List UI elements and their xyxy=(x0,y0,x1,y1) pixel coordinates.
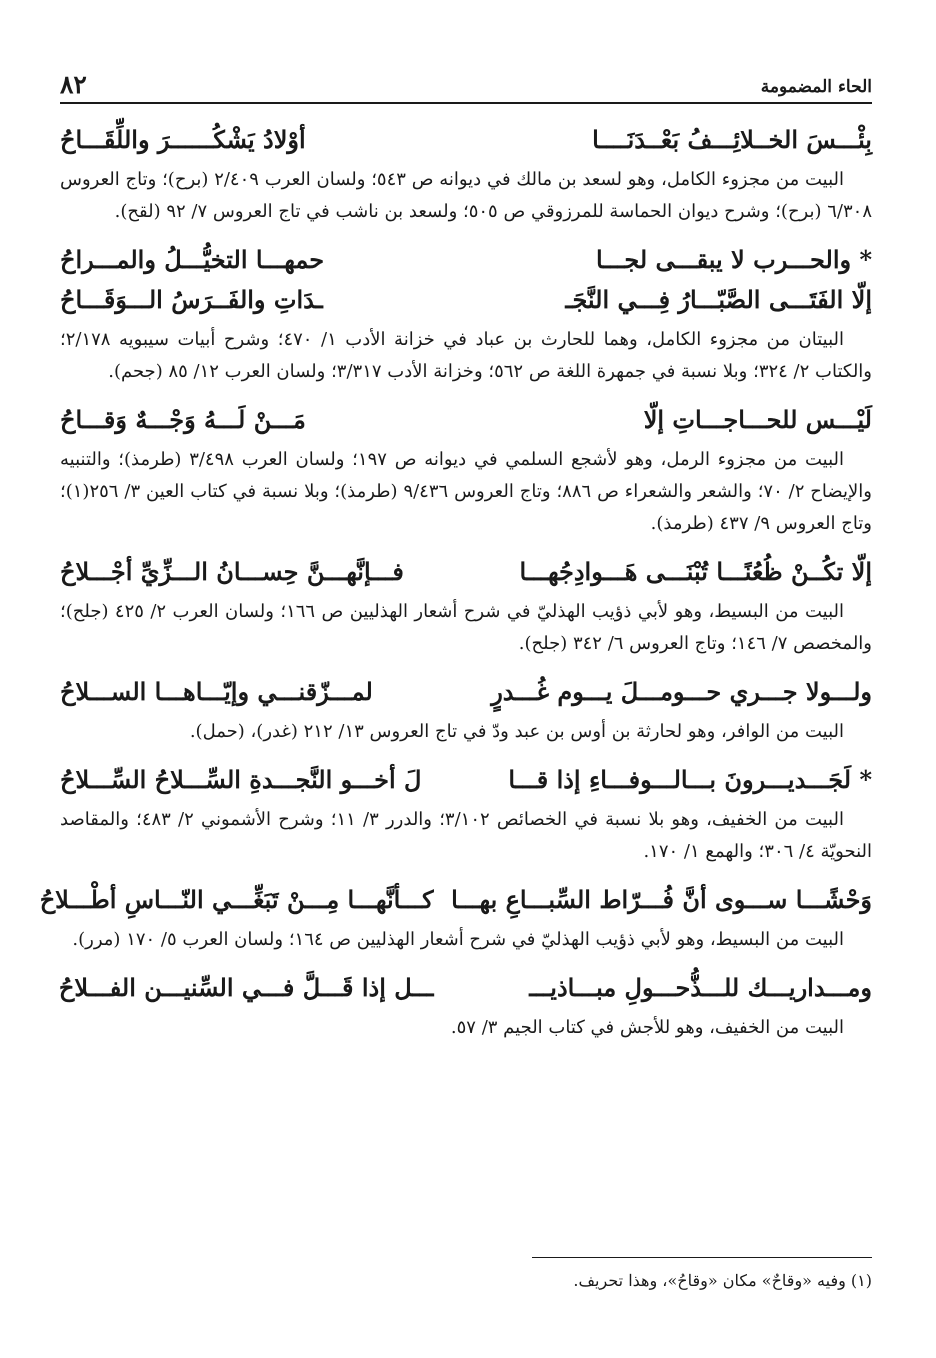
verse-line xyxy=(60,282,872,322)
source-note xyxy=(60,924,872,956)
running-head xyxy=(60,70,872,104)
source-text: البيت من الوافر، وهو لحارثة بن أوس بن عبد ودّ في تاج العروس ١٣/ ٢١٢ (غدر)، (حمل). xyxy=(189,721,844,742)
entry-6 xyxy=(60,762,872,868)
verse-line xyxy=(60,402,872,442)
source-note xyxy=(60,444,872,540)
source-note xyxy=(60,596,872,660)
first-hemistich: ولـــولا جـــري حـــومـــلَ يـــوم غُـــدرٍ xyxy=(491,677,872,706)
verse-line xyxy=(60,554,872,594)
source-text: البيت من مجزوء الكامل، وهو لسعد بن مالك في ديوانه ص ٥٤٣؛ ولسان العرب ٢/٤٠٩ (برح)؛ وتاج العروس ٦/٣٠٨ (برح)؛ وشرح ديوان الحماسة للمرزوقي ص ٥٠٥؛ ولسعد بن ناشب في تاج العروس ٧/ ٩٢ (لقح). xyxy=(60,169,872,222)
entry-2 xyxy=(60,242,872,388)
source-note xyxy=(60,164,872,228)
verse-line xyxy=(60,970,872,1010)
entry-3 xyxy=(60,402,872,540)
second-hemistich: مَـــنْ لَـــهُ وَجْـــهٌ وَقـــاحُ xyxy=(60,405,306,434)
second-hemistich: ـــل إذا قَـــلَّ فـــي السِّنيـــن الفـــلاحُ xyxy=(58,973,434,1002)
second-hemistich: كـــأنَّهـــا مِـــنْ تَبَغِّـــي النّـــاسِ أطْـــلاحُ xyxy=(39,885,434,914)
first-hemistich: بِئْـــسَ الخــلائِـــفُ بَعْــدَنَــــا xyxy=(592,125,872,154)
second-hemistich: حمهـــا التخيُّـــلُ والمـــراحُ xyxy=(60,245,325,274)
footnote: (١) وفيه «وقاحٌ» مكان «وقاحُ»، وهذا تحريف. xyxy=(573,1271,872,1290)
second-hemistich: لمـــزّقنـــي وإيّـــاهـــا الســـلاحُ xyxy=(60,677,373,706)
section-title: الحاء المضمومة xyxy=(751,74,872,100)
verse-line xyxy=(60,762,872,802)
first-hemistich: وَحْشًـــا ســـوى أنَّ فُـــرّاط السِّبـــاعِ بهـــا xyxy=(451,885,872,914)
footnote-divider xyxy=(532,1257,872,1258)
entry-8 xyxy=(60,970,872,1044)
entry-5 xyxy=(60,674,872,748)
source-text: البيت من الخفيف، وهو للأجش في كتاب الجيم ٣/ ٥٧. xyxy=(450,1017,844,1038)
second-hemistich: ـدَاتِ والفَــرَسُ الـــوَقَـــاحُ xyxy=(60,285,323,314)
second-hemistich: أوْلادُ يَشْكُــــــرَ واللِّقَـــاحُ xyxy=(60,125,306,154)
first-hemistich: إلّا الفَتَـــى الصَّبّـــارُ فِـــي النَّجَـ xyxy=(565,285,872,314)
verse-line xyxy=(60,674,872,714)
first-hemistich: ومـــداريـــك للـــذُّحـــولِ مبـــاذيـــ xyxy=(529,973,872,1002)
source-text: البيت من مجزوء الرمل، وهو لأشجع السلمي في ديوانه ص ١٩٧؛ ولسان العرب ٣/٤٩٨ (طرمذ)؛ والتنبيه والإيضاح ٢/ ٧٠؛ والشعر والشعراء ص ٨٨٦؛ وتاج العروس ٩/٤٣٦ (طرمذ)؛ وبلا نسبة في كتاب العين ٣/ ٢٥٦(١)؛ وتاج العروس ٩/ ٤٣٧ (طرمذ). xyxy=(60,449,872,534)
first-hemistich: * والحـــرب لا يبقـــى لجـــا xyxy=(595,245,872,274)
verse-line xyxy=(60,242,872,282)
source-note xyxy=(60,716,872,748)
source-note xyxy=(60,804,872,868)
verse-line xyxy=(60,122,872,162)
source-note xyxy=(60,324,872,388)
source-text: البيت من الخفيف، وهو بلا نسبة في الخصائص ٣/١٠٢؛ والدرر ٣/ ١١؛ وشرح الأشموني ٢/ ٤٨٣؛ والمقاصد النحويّة ٤/ ٣٠٦؛ والهمع ١/ ١٧٠. xyxy=(60,809,872,862)
source-text: البيتان من مجزوء الكامل، وهما للحارث بن عباد في خزانة الأدب ١/ ٤٧٠؛ وشرح أبيات سيبويه ٢/١٧٨؛ والكتاب ٢/ ٣٢٤؛ وبلا نسبة في جمهرة اللغة ص ٥٦٢؛ وخزانة الأدب ٣/٣١٧؛ ولسان العرب ١٢/ ٨٥ (جحم). xyxy=(60,329,872,382)
second-hemistich: فـــإنَّهـــنَّ حِســـانُ الـــزِّيِّ أجْـــلاحُ xyxy=(60,557,404,586)
entry-7 xyxy=(39,882,872,956)
entry-1 xyxy=(60,122,872,228)
page-content xyxy=(39,104,872,1044)
page-number: ٨٢ xyxy=(60,70,97,100)
source-note xyxy=(60,1012,872,1044)
second-hemistich: لَ أخـــو النَّجـــدةِ السِّـــلاحُ السِّـــلاحُ xyxy=(60,765,422,794)
entry-4 xyxy=(60,554,872,660)
book-page xyxy=(39,70,872,1330)
verse-line xyxy=(39,882,872,922)
source-text: البيت من البسيط، وهو لأبي ذؤيب الهذليّ في شرح أشعار الهذليين ص ١٦٦؛ ولسان العرب ٢/ ٤٢٥ (جلح)؛ والمخصص ٧/ ١٤٦؛ وتاج العروس ٦/ ٣٤٢ (جلح). xyxy=(60,601,872,654)
first-hemistich: * لَجَـــديـــرونَ بـــالـــوفـــاءِ إذا قـــا xyxy=(508,765,872,794)
source-text: البيت من البسيط، وهو لأبي ذؤيب الهذليّ في شرح أشعار الهذليين ص ١٦٤؛ ولسان العرب ٥/ ١٧٠ (مرر). xyxy=(72,929,844,950)
first-hemistich: إلّا تكُــنْ ظُعُنًـــا تُبْنَـــى هَـــوادِجُهـــا xyxy=(519,557,872,586)
first-hemistich: لَيْـــس للحـــاجـــاتِ إلّا xyxy=(643,405,872,434)
